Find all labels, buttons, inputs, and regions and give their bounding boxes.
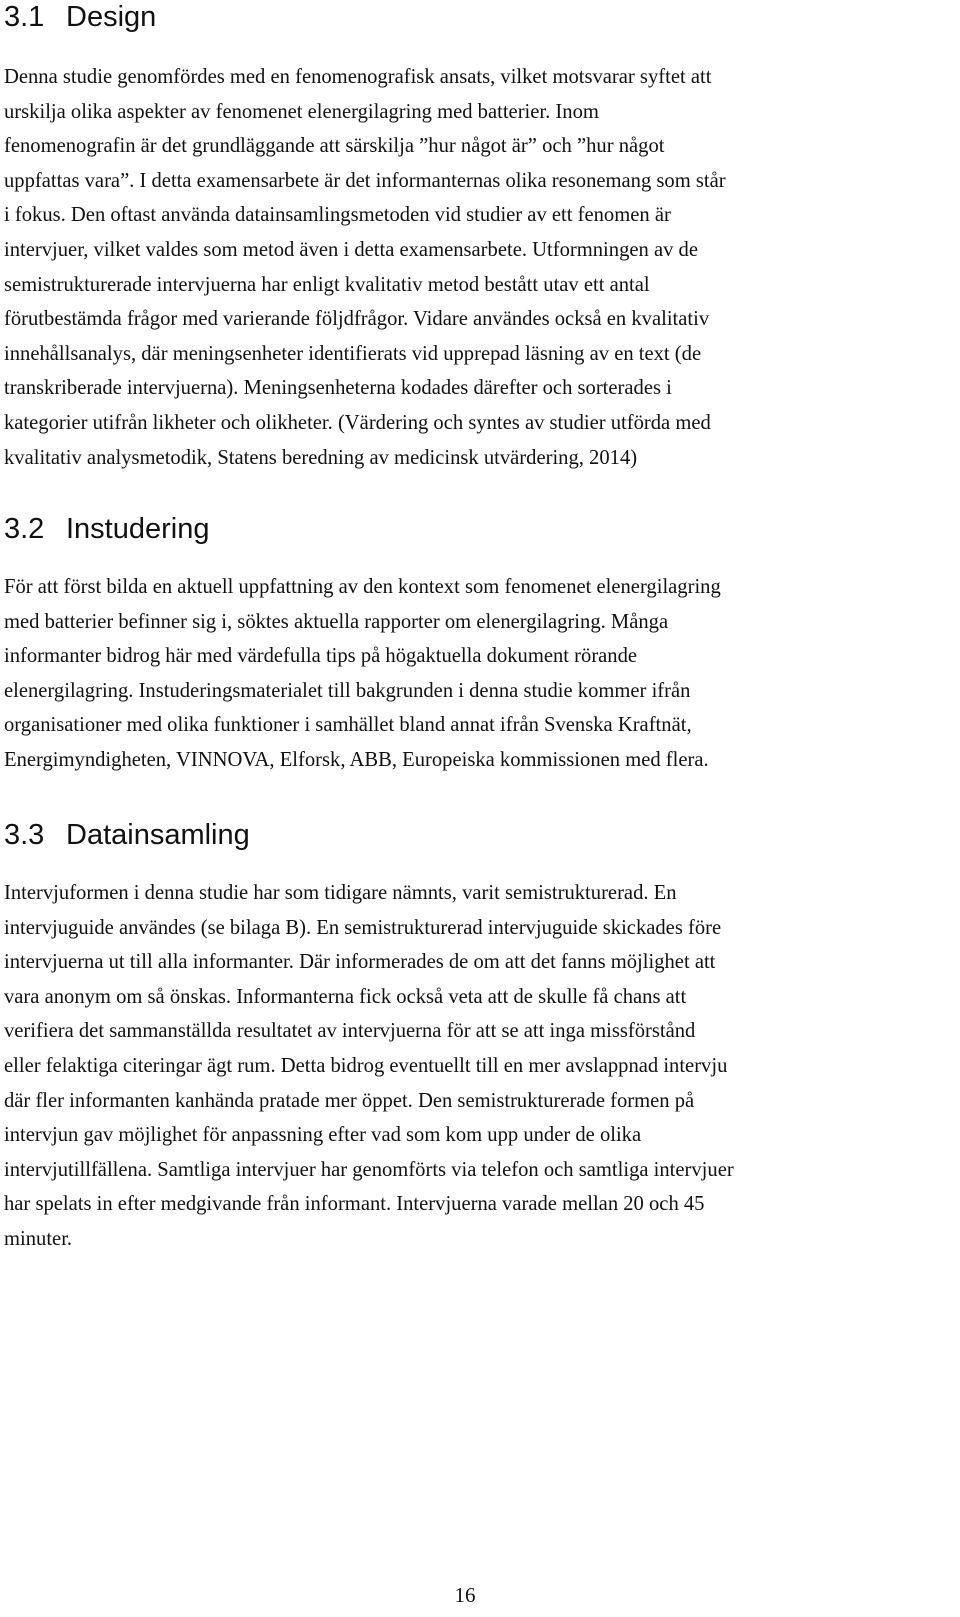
text-line: semistrukturerade intervjuerna har enligt kvalitativ metod bestått utav ett antal (4, 273, 650, 296)
section-number: 3.2 (4, 513, 45, 545)
section-title: Design (66, 1, 157, 33)
section-design (4, 0, 940, 475)
text-line: har spelats in efter medgivande från informant. Intervjuerna varade mellan 20 och 45 (4, 1193, 705, 1216)
text-line: med batterier befinner sig i, söktes aktuella rapporter om elenergilagring. Många (4, 610, 669, 633)
text-line: minuter. (4, 1227, 73, 1250)
section-heading (4, 818, 940, 852)
text-line: i fokus. Den oftast använda datainsamlingsmetoden vid studier av ett fenomen är (4, 204, 671, 227)
section-number: 3.1 (4, 1, 45, 33)
page-number: 16 (454, 1583, 476, 1607)
text-line: organisationer med olika funktioner i samhället bland annat ifrån Svenska Kraftnät, (4, 714, 692, 737)
text-line: elenergilagring. Instuderingsmaterialet till bakgrunden i denna studie kommer ifrån (4, 679, 691, 702)
text-line: För att först bilda en aktuell uppfattning av den kontext som fenomenet elenergilagring (4, 576, 721, 598)
section-paragraph (4, 570, 940, 778)
text-line: intervjuer, vilket valdes som metod även i detta examensarbete. Utformningen av de (4, 238, 698, 261)
section-title: Datainsamling (66, 819, 250, 851)
text-line: Intervjuformen i denna studie har som tidigare nämnts, varit semistrukturerad. En (4, 882, 677, 904)
section-title: Instudering (66, 513, 210, 545)
text-line: Denna studie genomfördes med en fenomenografisk ansats, vilket motsvarar syftet att (4, 66, 712, 88)
text-line: verifiera det sammanställda resultatet av intervjuerna för att se att inga missförstånd (4, 1020, 696, 1043)
text-line: transkriberade intervjuerna). Meningsenheterna kodades därefter och sorterades i (4, 377, 672, 400)
section-heading (4, 0, 940, 34)
text-line: eller felaktiga citeringar ägt rum. Detta bidrog eventuellt till en mer avslappnad intervju (4, 1054, 728, 1077)
text-line: Energimyndigheten, VINNOVA, Elforsk, ABB, Europeiska kommissionen med flera. (4, 748, 709, 771)
text-line: vara anonym om så önskas. Informanterna fick också veta att de skulle få chans att (4, 985, 687, 1008)
text-line: informanter bidrog här med värdefulla tips på högaktuella dokument rörande (4, 645, 638, 668)
text-line: kategorier utifrån likheter och olikheter. (Värdering och syntes av studier utförda med (4, 411, 711, 434)
text-line: intervjun gav möjlighet för anpassning efter vad som kom upp under de olika (4, 1124, 642, 1147)
text-line: urskilja olika aspekter av fenomenet elenergilagring med batterier. Inom (4, 100, 599, 123)
section-instudering (4, 512, 940, 778)
text-line: fenomenografin är det grundläggande att särskilja ”hur något är” och ”hur något (4, 135, 665, 158)
text-line: förutbestämda frågor med varierande följdfrågor. Vidare användes också en kvalitativ (4, 308, 710, 331)
section-paragraph (4, 60, 940, 475)
section-number: 3.3 (4, 819, 45, 851)
text-line: intervjuguide användes (se bilaga B). En semistrukturerad intervjuguide skickades före (4, 916, 722, 939)
text-line: innehållsanalys, där meningsenheter identifierats vid upprepad läsning av en text (de (4, 342, 702, 365)
section-datainsamling (4, 818, 940, 1257)
text-line: uppfattas vara”. I detta examensarbete är det informanternas olika resonemang som står (4, 169, 726, 192)
section-heading (4, 512, 940, 546)
text-line: där fler informanten kanhända pratade mer öppet. Den semistrukturerade formen på (4, 1089, 695, 1112)
section-paragraph (4, 876, 940, 1257)
text-line: intervjutillfällena. Samtliga intervjuer har genomförts via telefon och samtliga intervjuer (4, 1158, 734, 1181)
text-line: intervjuerna ut till alla informanter. Där informerades de om att det fanns möjlighet att (4, 951, 716, 974)
text-line: kvalitativ analysmetodik, Statens beredning av medicinsk utvärdering, 2014) (4, 446, 638, 469)
